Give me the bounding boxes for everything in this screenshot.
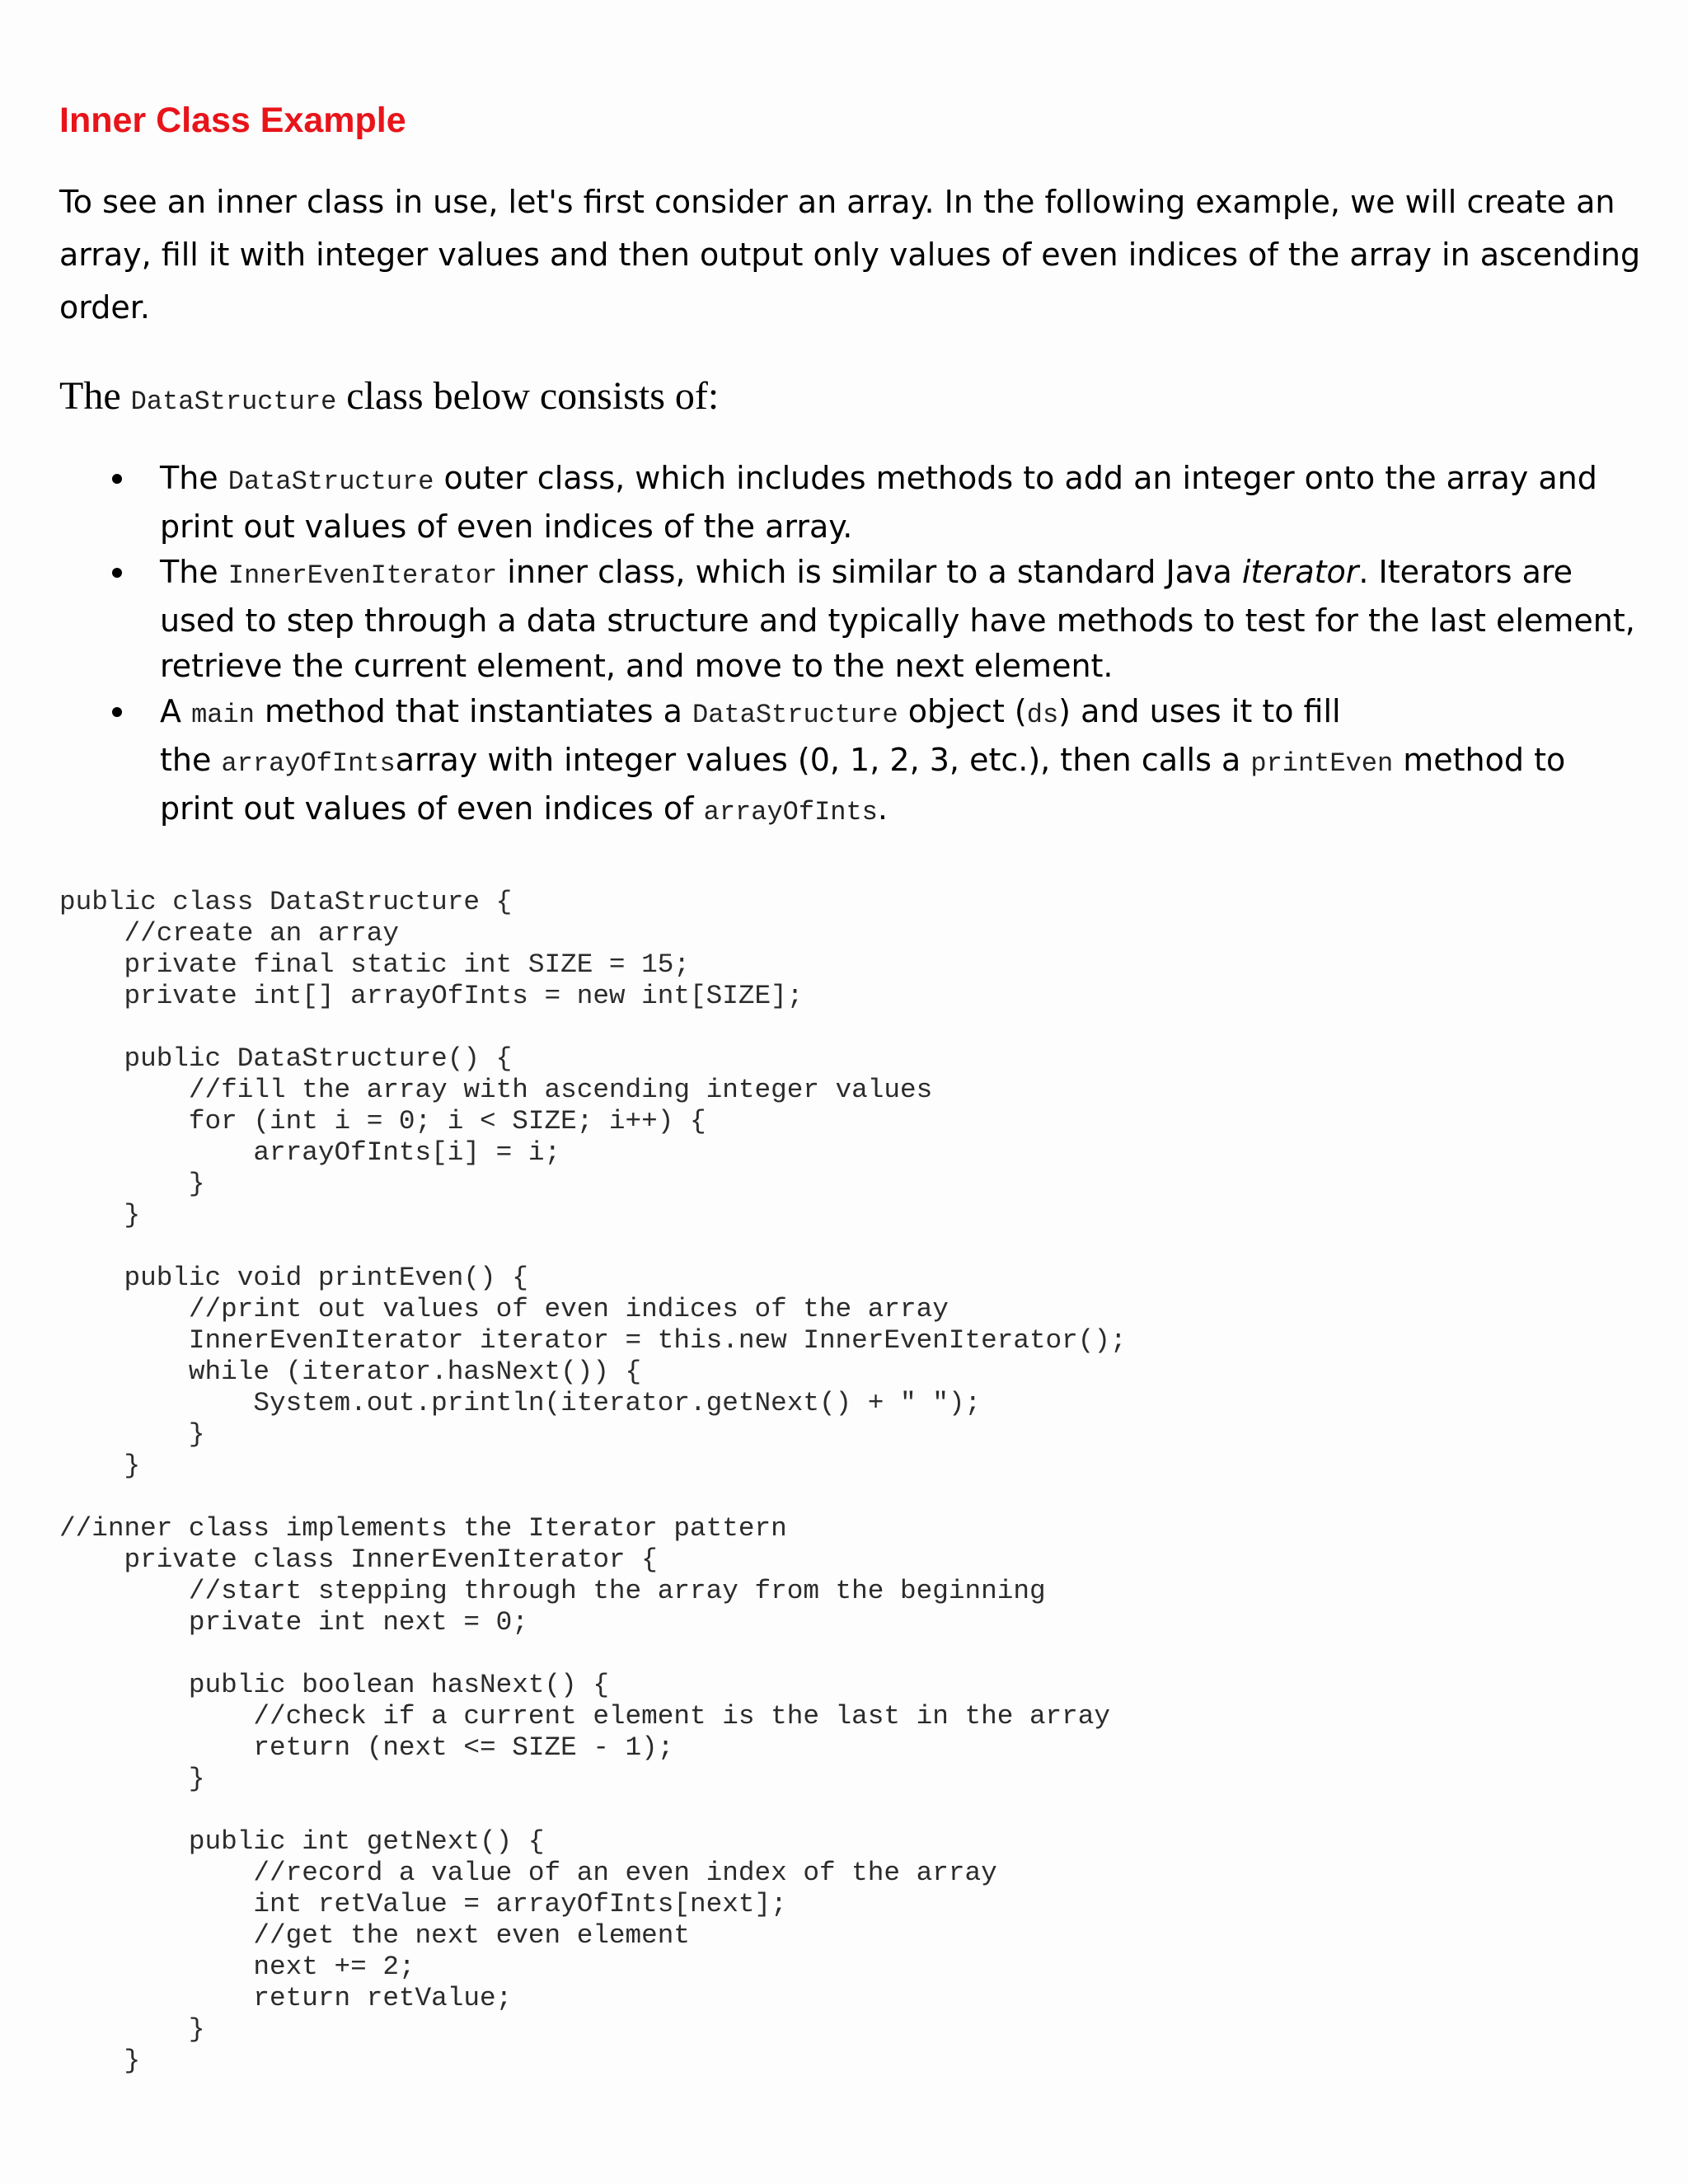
page-title: Inner Class Example bbox=[59, 101, 406, 140]
bullet-text: . Iterators are used to step through a data structure and typically have methods to test for the last element, retrieve the current element, and move to the next element. bbox=[160, 554, 1635, 684]
bullet-text: object ( bbox=[898, 693, 1027, 729]
inline-code: DataStructure bbox=[227, 466, 434, 497]
intro-paragraph: To see an inner class in use, let's first consider an array. In the following example, we will create an array, fill it with integer values and then output only values of even indices of the array in ascending order. bbox=[59, 184, 1641, 326]
bullet-text: outer class, which includes methods to add an integer onto the array and print out values of even indices of the array. bbox=[160, 460, 1597, 545]
bullet-text: . bbox=[877, 790, 888, 827]
inline-code: printEven bbox=[1250, 748, 1394, 779]
bullet-text: method to print out values of even indices of bbox=[160, 742, 1566, 827]
bullet-text: method that instantiates a bbox=[254, 693, 693, 729]
bullet-dot bbox=[112, 707, 122, 717]
inline-code: ds bbox=[1026, 700, 1059, 730]
java-code-block: public class DataStructure { //create an array private final static int SIZE = 15; private int[] arrayOfInts = new int[SIZE]; public DataStructure() { //fill the array with ascending integer values for (int i = 0; i < SIZE; i++) { arrayOfInts[i] = i; } } public void printEven() { //print out values of even indices of the array InnerEvenIterator iterator = this.new InnerEvenIterator(); while (iterator.hasNext()) { System.out.println(iterator.getNext() + " "); } } //inner class implements the Iterator pattern private class InnerEvenIterator { //start stepping through the array from the beginning private int next = 0; public boolean hasNext() { //check if a current element is the last in the array return (next <= SIZE - 1); } public int getNext() { //record a value of an even index of the array int retValue = arrayOfInts[next]; //get the next even element next += 2; return retValue; } } bbox=[59, 887, 1127, 2076]
inline-code: main bbox=[191, 700, 255, 730]
consists-of-line bbox=[59, 368, 719, 431]
inline-code: DataStructure bbox=[692, 700, 898, 730]
inline-code: arrayOfInts bbox=[703, 797, 878, 827]
emphasis-text: iterator bbox=[1241, 554, 1359, 590]
consists-text-pre: The bbox=[59, 374, 131, 418]
bullet-text: ) and uses it to fill bbox=[1058, 693, 1341, 729]
consists-code: DataStructure bbox=[130, 387, 337, 417]
bullet-item-main-method bbox=[59, 689, 1642, 835]
bullet-item-inner-class bbox=[59, 550, 1642, 689]
consists-text-post: class below consists of: bbox=[336, 374, 720, 418]
bullet-text: inner class, which is similar to a standard Java bbox=[497, 554, 1242, 590]
inline-code: InnerEvenIterator bbox=[227, 560, 498, 591]
bullet-list bbox=[59, 456, 1642, 835]
inline-code: arrayOfInts bbox=[221, 748, 396, 779]
bullet-text: the bbox=[160, 742, 222, 778]
bullet-text: The bbox=[160, 554, 228, 590]
bullet-text: array with integer values (0, 1, 2, 3, etc.), then calls a bbox=[395, 742, 1251, 778]
bullet-text: The bbox=[160, 460, 228, 496]
bullet-dot bbox=[112, 474, 122, 484]
bullet-dot bbox=[112, 568, 122, 578]
bullet-item-outer-class bbox=[59, 456, 1642, 550]
bullet-text: A bbox=[160, 693, 192, 729]
